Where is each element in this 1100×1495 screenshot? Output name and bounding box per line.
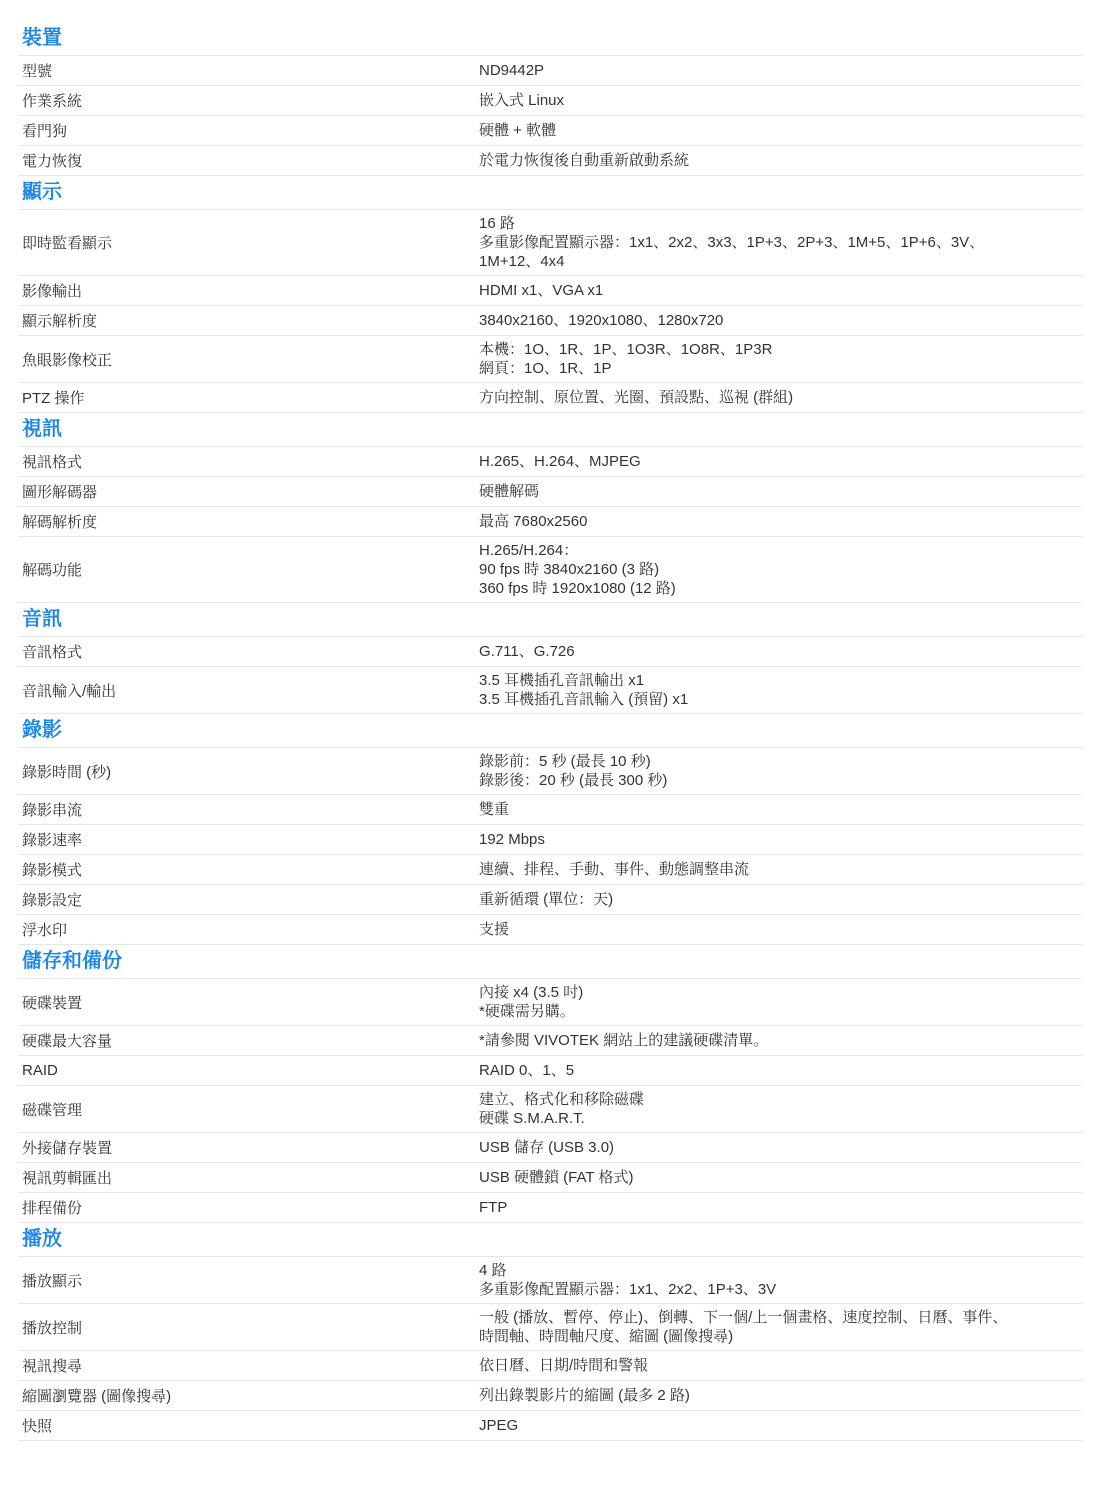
- spec-value: ND9442P: [479, 62, 545, 79]
- spec-label: 顯示解析度: [22, 313, 98, 330]
- spec-row: [18, 795, 1082, 825]
- spec-row: [18, 537, 1082, 603]
- spec-label: 浮水印: [22, 922, 68, 939]
- spec-row: [18, 1304, 1082, 1351]
- spec-label: 錄影設定: [22, 892, 83, 909]
- spec-row: [18, 1133, 1082, 1163]
- spec-row: [18, 146, 1082, 176]
- spec-label: 音訊格式: [22, 644, 83, 661]
- spec-label: 視訊格式: [22, 454, 83, 471]
- spec-value: RAID 0、1、5: [479, 1062, 575, 1079]
- spec-label: 硬碟裝置: [22, 994, 83, 1012]
- spec-label: 型號: [22, 63, 53, 80]
- spec-label: 音訊輸入/輸出: [22, 682, 117, 700]
- spec-value: 嵌入式 Linux: [479, 92, 565, 109]
- spec-value: 192 Mbps: [479, 831, 545, 848]
- section-title: 儲存和備份: [18, 945, 1082, 979]
- spec-label: 磁碟管理: [22, 1101, 83, 1119]
- spec-value: FTP: [479, 1199, 508, 1216]
- spec-row: [18, 507, 1082, 537]
- spec-row: [18, 855, 1082, 885]
- spec-row: [18, 1026, 1082, 1056]
- spec-label: 視訊搜尋: [22, 1358, 83, 1375]
- spec-value: H.265/H.264： 90 fps 時 3840x2160 (3 路) 360 fps 時 1920x1080 (12 路): [479, 542, 676, 597]
- spec-value: 支援: [479, 921, 510, 938]
- spec-label: 外接儲存裝置: [22, 1140, 113, 1157]
- spec-label: 快照: [22, 1418, 53, 1435]
- section-title: 顯示: [18, 176, 1082, 210]
- spec-value: 連續、排程、手動、事件、動態調整串流: [479, 861, 750, 878]
- spec-value: 3.5 耳機插孔音訊輸出 x1 3.5 耳機插孔音訊輸入 (預留) x1: [479, 672, 689, 708]
- spec-row: [18, 276, 1082, 306]
- spec-label: RAID: [22, 1062, 58, 1079]
- spec-value: 內接 x4 (3.5 吋) *硬碟需另購。: [479, 984, 584, 1020]
- spec-label: 解碼解析度: [22, 514, 98, 531]
- spec-row: [18, 477, 1082, 507]
- spec-row: [18, 1086, 1082, 1133]
- spec-value: 雙重: [479, 801, 510, 818]
- spec-value: 3840x2160、1920x1080、1280x720: [479, 312, 724, 329]
- spec-label: 錄影速率: [22, 832, 83, 849]
- spec-value: H.265、H.264、MJPEG: [479, 453, 641, 470]
- spec-row: [18, 336, 1082, 383]
- spec-row: [18, 1381, 1082, 1411]
- spec-row: [18, 56, 1082, 86]
- spec-label: 播放控制: [22, 1319, 83, 1337]
- spec-value: 依日曆、日期/時間和警報: [479, 1357, 649, 1374]
- section-title: 視訊: [18, 413, 1082, 447]
- spec-label: 錄影模式: [22, 862, 83, 879]
- spec-label: 電力恢復: [22, 153, 83, 170]
- spec-row: [18, 1257, 1082, 1304]
- spec-value: 硬體 + 軟體: [479, 122, 557, 139]
- spec-label: 排程備份: [22, 1200, 83, 1217]
- spec-label: 圖形解碼器: [22, 484, 98, 501]
- spec-row: [18, 748, 1082, 795]
- spec-value: 列出錄製影片的縮圖 (最多 2 路): [479, 1387, 690, 1404]
- spec-row: [18, 1351, 1082, 1381]
- spec-row: [18, 915, 1082, 945]
- spec-label: 錄影串流: [22, 802, 83, 819]
- spec-value: 最高 7680x2560: [479, 513, 588, 530]
- spec-value: 錄影前：5 秒 (最長 10 秒) 錄影後：20 秒 (最長 300 秒): [479, 753, 668, 789]
- spec-label: 作業系統: [22, 93, 83, 110]
- spec-value: JPEG: [479, 1417, 519, 1434]
- spec-label: 錄影時間 (秒): [22, 763, 112, 781]
- spec-label: PTZ 操作: [22, 390, 85, 407]
- spec-label: 硬碟最大容量: [22, 1033, 113, 1050]
- spec-row: [18, 637, 1082, 667]
- spec-label: 即時監看顯示: [22, 235, 113, 252]
- spec-value: 硬體解碼: [479, 483, 540, 500]
- spec-value: 建立、格式化和移除磁碟 硬碟 S.M.A.R.T.: [479, 1091, 645, 1127]
- spec-row: [18, 825, 1082, 855]
- spec-label: 影像輸出: [22, 283, 83, 300]
- spec-row: [18, 1411, 1082, 1441]
- spec-value: USB 硬體鎖 (FAT 格式): [479, 1169, 634, 1186]
- spec-value: G.711、G.726: [479, 643, 575, 660]
- spec-value: 於電力恢復後自動重新啟動系統: [479, 152, 690, 169]
- section-title: 音訊: [18, 603, 1082, 637]
- section-title: 播放: [18, 1223, 1082, 1257]
- spec-value: 16 路 多重影像配置顯示器：1x1、2x2、3x3、1P+3、2P+3、1M+5、1P+6、3V、 1M+12、4x4: [479, 215, 985, 270]
- section-title: 錄影: [18, 714, 1082, 748]
- spec-row: [18, 1056, 1082, 1086]
- spec-value: 方向控制、原位置、光圈、預設點、巡視 (群組): [479, 389, 794, 406]
- spec-row: [18, 86, 1082, 116]
- spec-value: 一般 (播放、暫停、停止)、倒轉、下一個/上一個畫格、速度控制、日曆、事件、 時間軸、時間軸尺度、縮圖 (圖像搜尋): [479, 1309, 1008, 1345]
- spec-label: 視訊剪輯匯出: [22, 1170, 113, 1187]
- spec-table: [18, 22, 1082, 1441]
- spec-row: [18, 447, 1082, 477]
- spec-row: [18, 1163, 1082, 1193]
- spec-label: 解碼功能: [22, 562, 83, 579]
- spec-row: [18, 306, 1082, 336]
- spec-value: 本機：1O、1R、1P、1O3R、1O8R、1P3R 網頁：1O、1R、1P: [479, 341, 773, 377]
- spec-label: 魚眼影像校正: [22, 351, 113, 369]
- spec-row: [18, 116, 1082, 146]
- spec-label: 播放顯示: [22, 1272, 83, 1290]
- spec-row: [18, 979, 1082, 1026]
- spec-label: 縮圖瀏覽器 (圖像搜尋): [22, 1388, 172, 1405]
- spec-label: 看門狗: [22, 123, 68, 140]
- spec-value: 4 路 多重影像配置顯示器：1x1、2x2、1P+3、3V: [479, 1262, 777, 1298]
- spec-row: [18, 383, 1082, 413]
- section-title: 裝置: [18, 22, 1082, 56]
- spec-row: [18, 1193, 1082, 1223]
- spec-row: [18, 885, 1082, 915]
- spec-value: USB 儲存 (USB 3.0): [479, 1139, 615, 1156]
- spec-value: HDMI x1、VGA x1: [479, 282, 604, 299]
- spec-row: [18, 210, 1082, 276]
- spec-row: [18, 667, 1082, 714]
- spec-value: 重新循環 (單位：天): [479, 891, 614, 908]
- spec-value: *請參閱 VIVOTEK 網站上的建議硬碟清單。: [479, 1032, 769, 1049]
